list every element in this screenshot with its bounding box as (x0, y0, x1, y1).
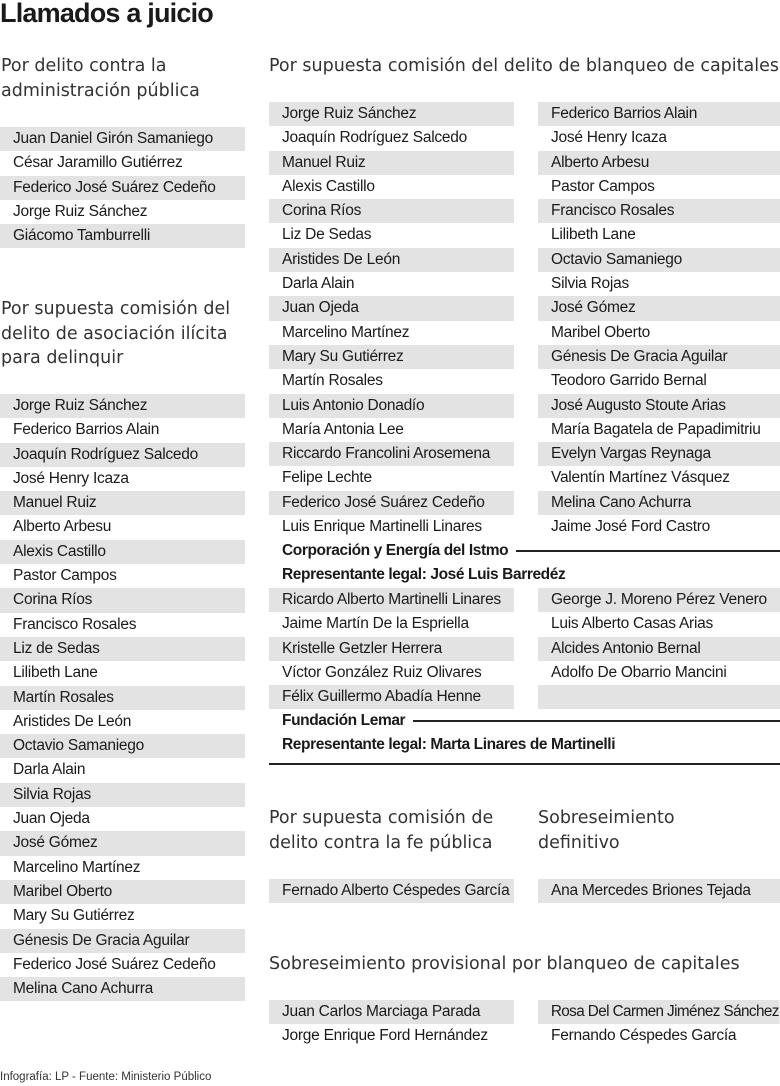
list-item: Evelyn Vargas Reynaga (538, 442, 780, 466)
list-item: Juan Ojeda (13, 810, 90, 828)
asociacion-heading-line-3: para delinquir (1, 348, 124, 368)
list-item: Alcides Antonio Bernal (538, 637, 780, 661)
fe-publica-heading (269, 806, 493, 855)
sobreseimiento-prov-list-col1 (269, 1000, 514, 1049)
admin-heading-line-2: administración pública (1, 80, 200, 101)
list-item: Federico Barrios Alain (538, 102, 780, 126)
fe-publica-heading-line-1: Por supuesta comisión de (269, 808, 494, 828)
sobreseimiento-prov-heading: Sobreseimiento provisional por blanqueo de capitales (269, 954, 740, 974)
list-item: Martín Rosales (0, 686, 245, 710)
blanqueo-list-col2 (538, 102, 780, 539)
list-item-empty (538, 685, 780, 709)
list-item: Pastor Campos (551, 177, 655, 195)
sobreseimiento-def-list (538, 879, 780, 903)
list-item: Víctor González Ruiz Olivares (282, 663, 482, 681)
list-item: Federico José Suárez Cedeño (13, 955, 216, 973)
list-item: José Gómez (538, 296, 780, 320)
sobreseimiento-def-heading (538, 806, 675, 855)
list-item: Jaime José Ford Castro (551, 518, 711, 536)
list-item: Silvia Rojas (0, 783, 245, 807)
list-item: Manuel Ruiz (269, 151, 514, 175)
list-item: Mary Su Gutiérrez (269, 345, 514, 369)
sobreseimiento-prov-list-col2 (538, 1000, 780, 1049)
list-item: Marcelino Martínez (282, 323, 410, 341)
list-item: Rosa Del Carmen Jiménez Sánchez (538, 1000, 780, 1024)
list-item: Manuel Ruiz (0, 491, 245, 515)
page-title: Llamados a juicio (0, 0, 213, 28)
list-item: Luis Alberto Casas Arias (551, 615, 714, 633)
list-item: Kristelle Getzler Herrera (269, 637, 514, 661)
list-item: Jorge Ruiz Sánchez (0, 394, 245, 418)
list-item: Federico José Suárez Cedeño (269, 491, 514, 515)
corp2-rule (413, 720, 780, 722)
list-item: Juan Daniel Girón Samaniego (0, 127, 245, 151)
list-item: Aristides De León (13, 712, 132, 730)
list-item: Maribel Oberto (0, 880, 245, 904)
list-item: Alexis Castillo (0, 540, 245, 564)
corp1-list-col2 (538, 588, 780, 709)
corp2-name-row (269, 709, 780, 733)
list-item: José Gómez (0, 831, 245, 855)
list-item: Joaquín Rodríguez Salcedo (0, 443, 245, 467)
corp1-rule (516, 550, 780, 552)
list-item: Lilibeth Lane (13, 664, 98, 682)
section-divider (269, 763, 780, 765)
list-item: Luis Enrique Martinelli Linares (282, 518, 482, 536)
corp1-name: Corporación y Energía del Istmo (282, 542, 509, 560)
sobreseimiento-def-heading-line-2: definitivo (538, 832, 620, 853)
asociacion-heading-line-2: delito de asociación ilícita (1, 323, 228, 344)
list-item: Mary Su Gutiérrez (13, 907, 135, 925)
list-item: Adolfo De Obarrio Mancini (551, 663, 727, 681)
asociacion-heading-line-1: Por supuesta comisión del (1, 299, 231, 319)
list-item: Darla Alain (13, 761, 86, 779)
list-item: Liz De Sedas (282, 226, 372, 244)
list-item: Francisco Rosales (13, 615, 137, 633)
corp1-list-col1 (269, 588, 514, 709)
list-item: Jaime Martín De la Espriella (282, 615, 469, 633)
list-item: Lilibeth Lane (551, 226, 636, 244)
list-item: Marcelino Martínez (13, 858, 141, 876)
list-item: Melina Cano Achurra (538, 491, 780, 515)
list-item: José Henry Icaza (13, 469, 129, 487)
blanqueo-list-col1 (269, 102, 514, 539)
list-item: Alberto Arbesu (13, 518, 112, 536)
list-item: Alexis Castillo (282, 177, 375, 195)
list-item: Jorge Ruiz Sánchez (13, 202, 148, 220)
list-item: Melina Cano Achurra (0, 977, 245, 1001)
list-item: Alberto Arbesu (538, 151, 780, 175)
list-item: Giácomo Tamburrelli (0, 224, 245, 248)
list-item: Octavio Samaniego (538, 248, 780, 272)
list-item: José Augusto Stoute Arias (538, 394, 780, 418)
list-item: Maribel Oberto (551, 323, 651, 341)
list-item: Fernando Céspedes García (551, 1027, 737, 1045)
list-item: Luis Antonio Donadío (269, 394, 514, 418)
list-item: Ana Mercedes Briones Tejada (538, 879, 780, 903)
fe-publica-heading-line-2: delito contra la fe pública (269, 832, 493, 853)
list-item: Liz de Sedas (0, 637, 245, 661)
list-item: Génesis De Gracia Aguilar (0, 929, 245, 953)
list-item: Felipe Lechte (282, 469, 372, 487)
list-item: Corina Ríos (0, 588, 245, 612)
list-item: Darla Alain (282, 275, 355, 293)
list-item: José Henry Icaza (551, 129, 667, 147)
list-item: Juan Carlos Marciaga Parada (269, 1000, 514, 1024)
list-item: María Bagatela de Papadimitriu (551, 420, 761, 438)
admin-heading-line-1: Por delito contra la (1, 56, 167, 76)
list-item: Fernado Alberto Céspedes García (269, 879, 514, 903)
list-item: Jorge Ruiz Sánchez (269, 102, 514, 126)
admin-list (0, 127, 245, 248)
blanqueo-heading: Por supuesta comisión del delito de blanqueo de capitales (269, 56, 779, 76)
corp1-representative: Representante legal: José Luis Barredéz (282, 566, 566, 584)
footer-credit: Infografía: LP - Fuente: Ministerio Público (0, 1071, 212, 1083)
list-item: César Jaramillo Gutiérrez (13, 154, 183, 172)
asociacion-list (0, 394, 245, 1001)
list-item: Octavio Samaniego (0, 734, 245, 758)
fe-publica-list (269, 879, 514, 903)
list-item: María Antonia Lee (282, 420, 404, 438)
asociacion-heading (1, 297, 230, 371)
corp2-block (269, 709, 780, 758)
sobreseimiento-def-heading-line-1: Sobreseimiento (538, 808, 675, 828)
list-item: Aristides De León (269, 248, 514, 272)
list-item: Ricardo Alberto Martinelli Linares (269, 588, 514, 612)
list-item: Joaquín Rodríguez Salcedo (282, 129, 468, 147)
list-item: Corina Ríos (269, 199, 514, 223)
corp1-name-row (269, 539, 780, 563)
corp2-representative: Representante legal: Marta Linares de Martinelli (282, 736, 616, 754)
corp2-name: Fundación Lemar (282, 712, 406, 730)
list-item: Silvia Rojas (551, 275, 629, 293)
list-item: Francisco Rosales (538, 199, 780, 223)
list-item: Jorge Enrique Ford Hernández (282, 1027, 488, 1045)
list-item: Riccardo Francolini Arosemena (269, 442, 514, 466)
list-item: Teodoro Garrido Bernal (551, 372, 707, 390)
list-item: Martín Rosales (282, 372, 383, 390)
admin-heading (1, 54, 200, 103)
corp1-block (269, 539, 780, 588)
list-item: Génesis De Gracia Aguilar (538, 345, 780, 369)
list-item: Félix Guillermo Abadía Henne (269, 685, 514, 709)
list-item: George J. Moreno Pérez Venero (538, 588, 780, 612)
list-item: Juan Ojeda (269, 296, 514, 320)
list-item: Pastor Campos (13, 567, 117, 585)
list-item: Valentín Martínez Vásquez (551, 469, 730, 487)
list-item: Federico José Suárez Cedeño (0, 176, 245, 200)
list-item: Federico Barrios Alain (13, 421, 160, 439)
